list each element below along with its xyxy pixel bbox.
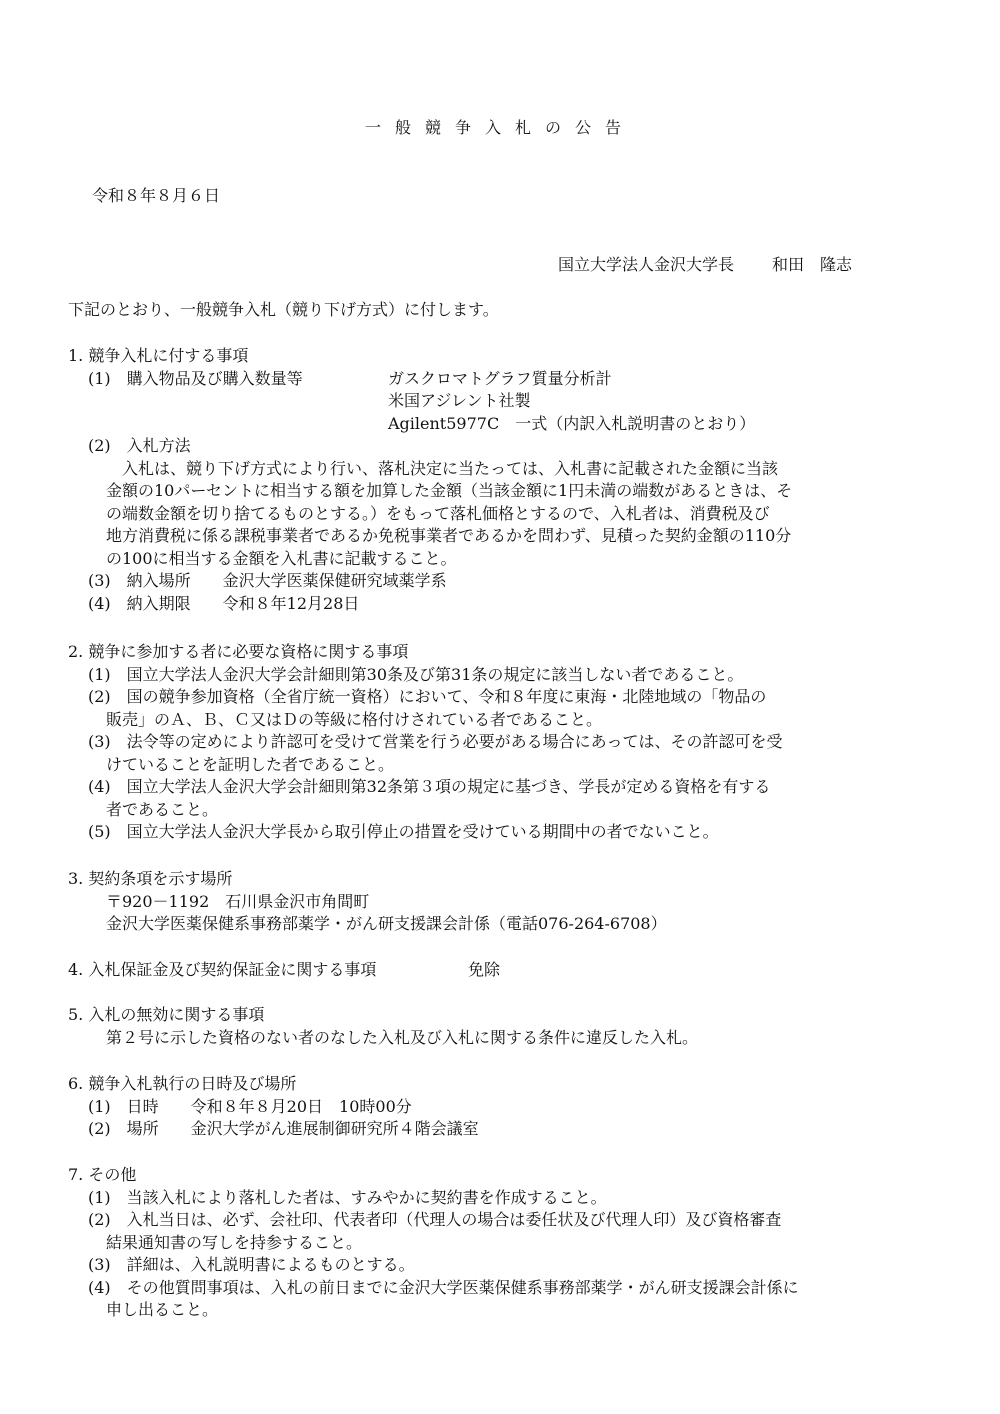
list-item: (4) 納入期限 令和８年12月28日 [88, 593, 360, 613]
section-2 [68, 641, 783, 844]
address-line: 〒920－1192 石川県金沢市角間町 [106, 891, 370, 911]
section-3 [68, 868, 667, 936]
list-item-continued: 販売」のＡ、Ｂ、Ｃ又はＤの等級に格付けされている者であること。 [106, 709, 603, 729]
paragraph-line: の端数金額を切り捨てるものとする。）をもって落札価格とするので、入札者は、消費税及び [106, 503, 770, 523]
section-7 [68, 1164, 799, 1322]
list-item: (4) 国立大学法人金沢大学会計細則第32条第３項の規定に基づき、学長が定める資格を有する [88, 777, 771, 796]
signer [558, 254, 852, 277]
section-heading: 2. 競争に参加する者に必要な資格に関する事項 [68, 642, 409, 661]
list-item-continued: 申し出ること。 [106, 1300, 219, 1319]
list-item: (3) 詳細は、入札説明書によるものとする。 [88, 1255, 415, 1274]
section-heading: 4. 入札保証金及び契約保証金に関する事項 [68, 960, 377, 979]
section-4 [68, 959, 501, 982]
list-item: (3) 納入場所 金沢大学医薬保健研究域薬学系 [88, 571, 447, 590]
purchase-item-value: ガスクロマトグラフ質量分析計 [388, 368, 612, 388]
paragraph-line: 入札は、競り下げ方式により行い、落札決定に当たっては、入札書に記載された金額に当該 [122, 458, 779, 478]
section-heading: 1. 競争入札に付する事項 [68, 346, 249, 365]
paragraph-line: 金額の10パーセントに相当する額を加算した金額（当該金額に1円未満の端数があるときは、そ [106, 481, 793, 500]
list-item: (2) 国の競争参加資格（全省庁統一資格）において、令和８年度に東海・北陸地域の「物品の [88, 687, 767, 706]
list-item: (5) 国立大学法人金沢大学長から取引停止の措置を受けている期間中の者でないこと。 [88, 822, 719, 841]
item-label: (2) 入札方法 [88, 436, 191, 455]
list-item: (1) 日時 令和８年８月20日 10時00分 [88, 1096, 412, 1116]
list-item-continued: 結果通知書の写しを持参すること。 [106, 1232, 363, 1252]
item-label [68, 368, 792, 391]
list-item: (4) その他質問事項は、入札の前日までに金沢大学医薬保健系事務部薬学・がん研支援課会計係に [88, 1277, 799, 1297]
section-heading: 5. 入札の無効に関する事項 [68, 1005, 265, 1024]
list-item: (1) 国立大学法人金沢大学会計細則第30条及び第31条の規定に該当しない者であること。 [88, 664, 744, 684]
list-item: (3) 法令等の定めにより許認可を受けて営業を行う必要がある場合にあっては、その許認可を受 [88, 732, 783, 751]
list-item: (1) 当該入札により落札した者は、すみやかに契約書を作成すること。 [88, 1187, 607, 1207]
document-title: 一般競争入札の公告 [364, 118, 635, 137]
purchase-item-value: Agilent5977C 一式（内訳入札説明書のとおり） [388, 413, 756, 433]
list-item-continued: 者であること。 [106, 799, 219, 819]
section-heading: 3. 契約条項を示す場所 [68, 869, 233, 888]
signer-name: 和田 隆志 [772, 255, 853, 274]
list-item-continued: けていることを証明した者であること。 [106, 754, 395, 774]
section-5 [68, 1004, 698, 1049]
deposit-value: 免除 [468, 960, 501, 979]
paragraph-line: の100に相当する金額を入札書に記載すること。 [106, 548, 457, 568]
section-line [68, 959, 501, 982]
notice-date: 令和８年８月６日 [92, 186, 221, 205]
signer-org: 国立大学法人金沢大学長 [558, 255, 735, 274]
section-1 [68, 345, 792, 615]
paragraph-line: 地方消費税に係る課税事業者であるか免税事業者であるかを問わず、見積った契約金額の110分 [106, 526, 792, 545]
purchase-item-value: 米国アジレント社製 [388, 391, 531, 410]
section-6 [68, 1073, 479, 1141]
contact-line: 金沢大学医薬保健系事務部薬学・がん研支援課会計係（電話076-264-6708） [106, 914, 667, 933]
paragraph-line: 第２号に示した資格のない者のなした入札及び入札に関する条件に違反した入札。 [106, 1027, 699, 1047]
list-item: (2) 場所 金沢大学がん進展制御研究所４階会議室 [88, 1119, 479, 1138]
purchase-item-label: (1) 購入物品及び購入数量等 [88, 368, 303, 388]
section-heading: 7. その他 [68, 1165, 137, 1184]
section-heading: 6. 競争入札執行の日時及び場所 [68, 1074, 297, 1093]
intro-text: 下記のとおり、一般競争入札（競り下げ方式）に付します。 [68, 300, 499, 319]
list-item: (2) 入札当日は、必ず、会社印、代表者印（代理人の場合は委任状及び代理人印）及び資格審査 [88, 1210, 782, 1229]
